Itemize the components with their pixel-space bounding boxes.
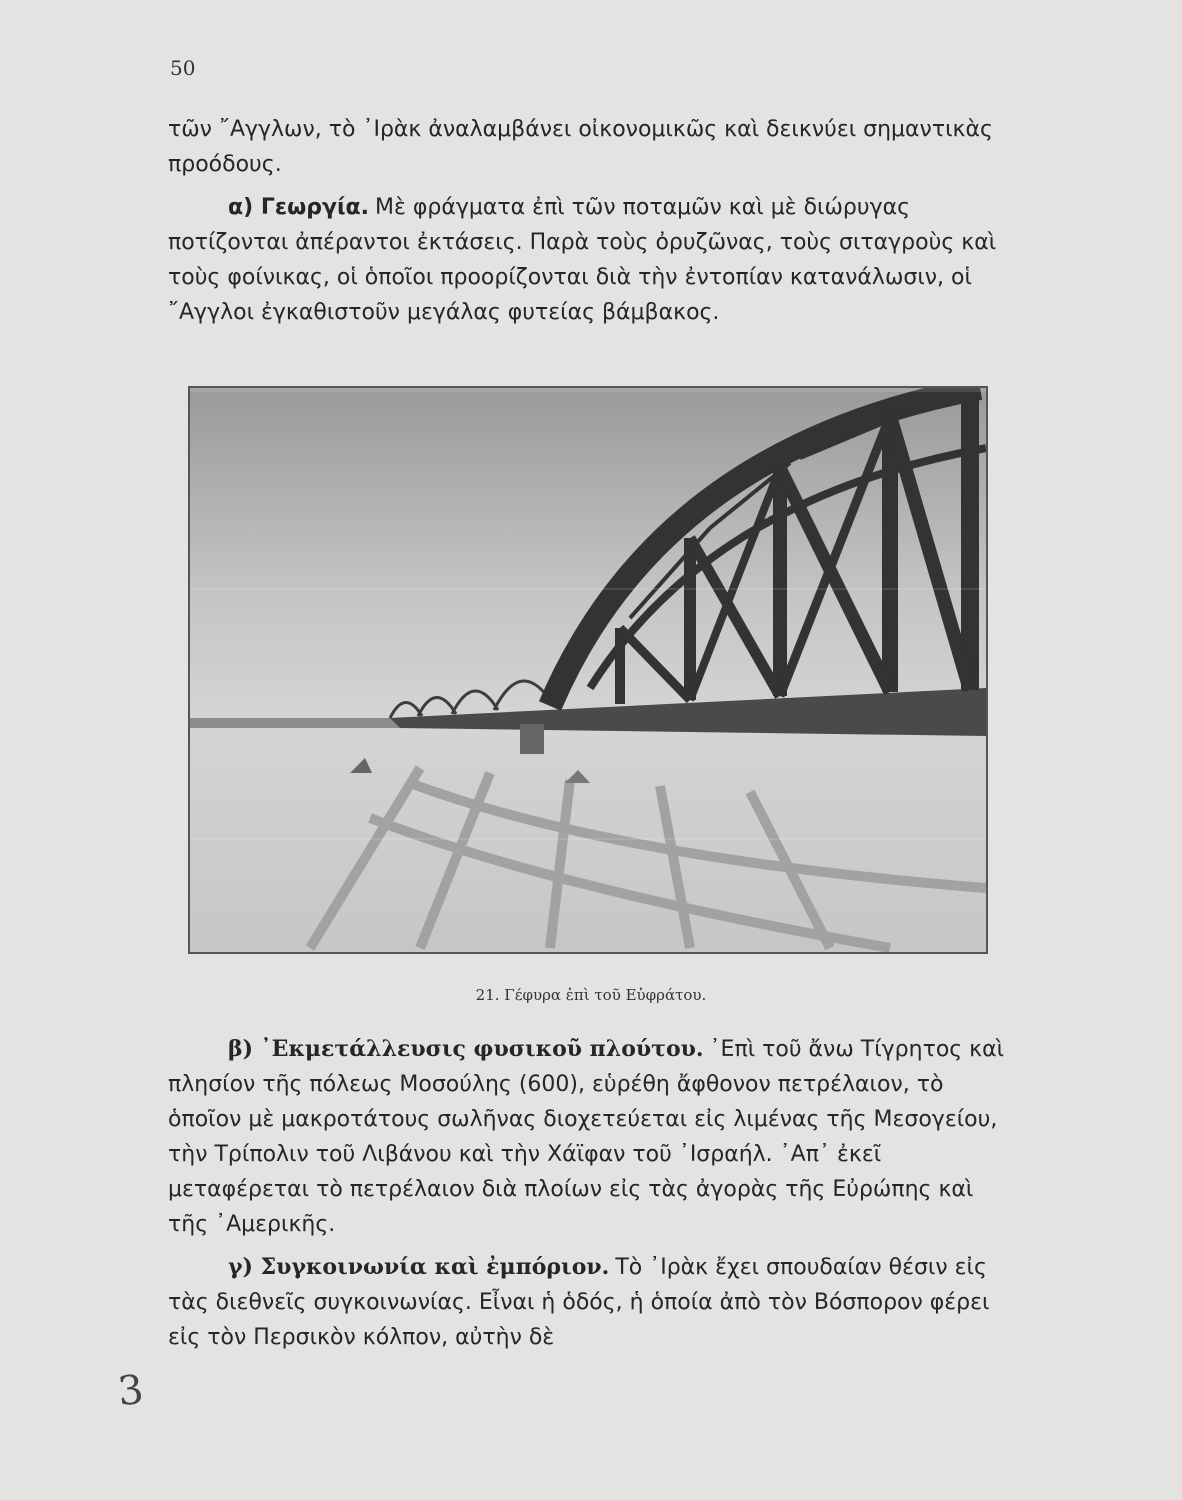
page-number: 50 (170, 56, 196, 80)
section-heading-agriculture: α) Γεωργία. (228, 195, 369, 220)
paragraph-text: Μὲ φράγματα ἐπὶ τῶν ποταμῶν καὶ μὲ διώρυγας ποτίζονται ἀπέραντοι ἐκτάσεις. Παρὰ τοὺς ὀρυζῶνας, τοὺς σιταγροὺς καὶ τοὺς φοίνικας, οἱ ὁποῖοι προορίζονται διὰ τὴν ἐντοπίαν κατανάλωσιν, οἱ ῎Αγγλοι ἐγκαθιστοῦν μεγάλας φυτείας βάμβακος. (168, 195, 997, 325)
paragraph-text: ᾽Επὶ τοῦ ἄνω Τίγρητος καὶ πλησίον τῆς πόλεως Μοσούλης (600), εὑρέθη ἄφθονον πετρέλαιον, τὸ ὁποῖον μὲ μακροτάτους σωλῆνας διοχετεύεται εἰς λιμένας τῆς Μεσογείου, τὴν Τρίπολιν τοῦ Λιβάνου καὶ τὴν Χάϊφαν τοῦ ᾽Ισραήλ. ᾽Απ᾽ ἐκεῖ μεταφέρεται τὸ πετρέλαιον διὰ πλοίων εἰς τὰς ἀγορὰς τῆς Εὐρώπης καὶ τῆς ᾽Αμερικῆς. (168, 1037, 1005, 1237)
paragraph-communication-trade (168, 1250, 1008, 1355)
bridge-photograph (188, 386, 988, 954)
bridge-pier (520, 724, 544, 754)
paragraph-text: Τὸ ᾽Ιρὰκ ἔχει σπουδαίαν θέσιν εἰς τὰς διεθνεῖς συγκοινωνίας. Εἶναι ἡ ὁδός, ἡ ὁποία ἀπὸ τὸν Βόσπορον φέρει εἰς τὸν Περσικὸν κόλπον, αὐτὴν δὲ (168, 1255, 990, 1350)
paragraph-natural-resources (168, 1032, 1008, 1242)
far-shore (190, 718, 410, 728)
bridge-photo-illustration (190, 388, 986, 952)
paragraph-intro-continuation (168, 112, 1008, 182)
paragraph-text: τῶν ῎Αγγλων, τὸ ᾽Ιρὰκ ἀναλαμβάνει οἰκονομικῶς καὶ δεικνύει σημαντικὰς προόδους. (168, 117, 993, 177)
section-heading-communication-trade: γ) Συγκοινωνία καὶ ἐμπόριον. (228, 1254, 610, 1280)
sky (190, 388, 986, 728)
figure-caption: 21. Γέφυρα ἐπὶ τοῦ Εὐφράτου. (475, 986, 707, 1004)
paragraph-agriculture (168, 190, 1008, 330)
section-heading-natural-resources: β) ᾽Εκμετάλλευσις φυσικοῦ πλούτου. (228, 1036, 704, 1062)
handwritten-margin-mark: 3 (115, 1366, 146, 1416)
